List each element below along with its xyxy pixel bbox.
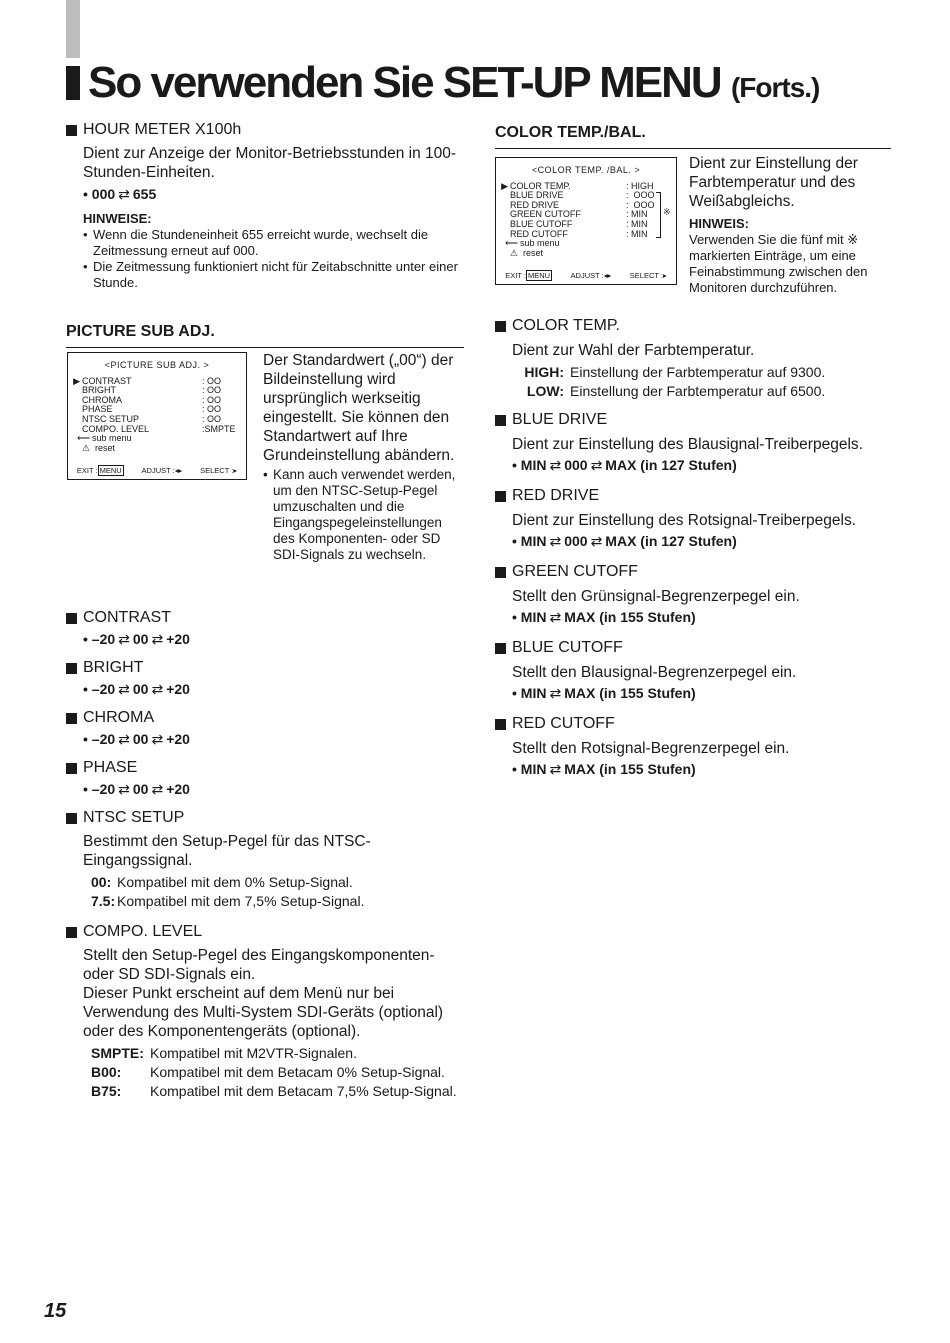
square-bullet-icon [66,763,77,774]
compo-def: B00: Kompatibel mit dem Betacam 0% Setup-Signal. [91,1064,445,1080]
toggle-arrows-icon: ⇄ [118,186,130,202]
compo-desc-2: Dieser Punkt erscheint auf dem Menü nur bei Verwendung des Multi-System SDI-Geräts (optional) oder des Komponentengeräts (optional). [83,985,444,1040]
red-drive-desc: Dient zur Einstellung des Rotsignal-Treiberpegels. [512,512,857,529]
hour-notes-title: HINWEISE: [83,211,152,226]
square-bullet-icon [66,613,77,624]
color-temp-desc: Dient zur Wahl der Farbtemperatur. [512,342,755,359]
ntsc-setup-section: NTSC SETUP Bestimmt den Setup-Pegel für das NTSC-Eingangssignal. 00: Kompatibel mit dem 0% Setup-Signal. 7.5: Kompatibel mit dem 7,5% Setup-Signal. [66,808,464,911]
toggle-arrows-icon: ⇄ [118,731,130,747]
toggle-arrows-icon: ⇄ [549,609,562,625]
toggle-arrows-icon: ⇄ [549,457,562,473]
square-bullet-icon [495,491,506,502]
ntsc-def: 00: Kompatibel mit dem 0% Setup-Signal. [91,874,353,890]
color-temp-bal-desc: Dient zur Einstellung der Farbtemperatur und des Weißabgleichs. [689,155,858,210]
square-bullet-icon [66,713,77,724]
ntsc-desc: Bestimmt den Setup-Pegel für das NTSC-Eingangssignal. [83,833,371,869]
menu-row: CHROMA : OO [82,394,222,405]
title-suffix: (Forts.) [730,72,820,103]
title-main: So verwenden Sie SET-UP MENU [88,58,721,107]
right-items [495,316,891,778]
return-arrow-icon: ⟵ [505,238,518,249]
color-temp-def: LOW: Einstellung der Farbtemperatur auf 6500. [526,383,826,399]
toggle-arrows-icon: ⇄ [118,681,130,697]
square-bullet-icon [66,125,77,136]
menu-bracket [656,192,661,238]
menu-row: PHASE : OO [82,404,222,415]
menu-title: <PICTURE SUB ADJ. > [104,360,210,370]
right-column [495,123,891,149]
adjust-item-chroma: CHROMA • –20 ⇄ 00 ⇄ +20 [66,708,464,758]
adjust-items [66,608,464,1101]
toggle-arrows-icon: ⇄ [118,781,130,797]
blue-drive-section: BLUE DRIVE Dient zur Einstellung des Blausignal-Treiberpegels. • MIN ⇄ 000 ⇄ MAX (in 127 Stufen) [495,410,891,486]
page-number: 15 [44,1300,67,1322]
toggle-arrows-icon: ⇄ [549,761,562,777]
menu-footer: EXIT : MENU ADJUST :◂▸ SELECT :▸ [76,466,238,476]
page-tab [66,0,80,58]
menu-row: RED CUTOFF : MIN [510,228,648,239]
color-temp-note-title: HINWEIS: [689,216,749,231]
hour-note: • Die Zeitmessung funktioniert nicht für Zeitabschnitte unter einer Stunde. [83,259,464,291]
hour-meter-desc: Dient zur Anzeige der Monitor-Betriebsstunden in 100-Stunden-Einheiten. [83,145,457,181]
red-cutoff-desc: Stellt den Rotsignal-Begrenzerpegel ein. [512,740,790,757]
hour-meter-heading: HOUR METER X100h [83,121,242,138]
toggle-arrows-icon: ⇄ [590,457,603,473]
color-temp-section: COLOR TEMP. Dient zur Wahl der Farbtemperatur. HIGH: Einstellung der Farbtemperatur auf 9300. LOW: Einstellung der Farbtemperatur auf 6500. [495,316,891,401]
title-bar [66,66,80,100]
toggle-arrows-icon: ⇄ [118,631,130,647]
return-arrow-icon: ⟵ [77,433,90,444]
warning-icon: ⚠ [81,442,90,453]
menu-row: RED DRIVE : OOO [510,199,655,210]
menu-row: BRIGHT : OO [82,385,222,396]
color-temp-bal-desc-block [689,154,889,296]
picture-sub-bullets [263,467,465,563]
square-bullet-icon [66,663,77,674]
menu-row: ⚠ reset [68,444,246,454]
square-bullet-icon [495,415,506,426]
color-temp-bal-title: COLOR TEMP./BAL. [495,123,891,149]
menu-row: ▶ COLOR TEMP. : HIGH [496,182,676,192]
picture-sub-desc: Der Standardwert („00“) der Bildeinstellung wird ursprünglich werkseitig eingestellt. Sie können den Standartwert auf Ihre Grundeinstellung abändern. [263,352,455,464]
picture-sub-bullet: • Kann auch verwendet werden, um den NTSC-Setup-Pegel umzuschalten und die Eingangspegeleinstellungen des Komponenten- oder SD SDI-Signals zu wechseln. [263,467,465,563]
menu-row: ⟵ sub menu [496,239,676,249]
compo-def: B75: Kompatibel mit dem Betacam 7,5% Setup-Signal. [91,1083,457,1099]
menu-row: ⟵ sub menu [68,434,246,444]
hour-range-from: 000 [91,186,116,202]
toggle-arrows-icon: ⇄ [151,681,164,697]
green-cutoff-desc: Stellt den Grünsignal-Begrenzerpegel ein. [512,588,800,605]
menu-title: <COLOR TEMP. /BAL. > [531,165,641,175]
square-bullet-icon [495,321,506,332]
menu-row: BLUE DRIVE : OOO [510,190,655,201]
toggle-arrows-icon: ⇄ [151,731,164,747]
color-temp-def: HIGH: Einstellung der Farbtemperatur auf 9300. [524,364,826,380]
blue-cutoff-desc: Stellt den Blausignal-Begrenzerpegel ein. [512,664,797,681]
picture-sub-title: PICTURE SUB ADJ. [66,322,464,348]
asterisk-mark-icon: ※ [663,206,671,217]
hour-notes-list [83,227,464,291]
color-temp-menu-screen [495,157,677,285]
menu-row: GREEN CUTOFF : MIN [510,209,648,220]
page-title [66,60,896,106]
square-bullet-icon [495,719,506,730]
warning-icon: ⚠ [509,247,518,258]
compo-level-section: COMPO. LEVEL Stellt den Setup-Pegel des Eingangskomponenten-oder SD SDI-Signals ein. Dieser Punkt erscheint auf dem Menü nur bei Verwendung des Multi-System SDI-Geräts (optional) oder des Komponentengeräts (optional). SMPTE: Kompatibel mit M2VTR-Signalen. B00: Kompatibel mit dem Betacam 0% Setup-Signal. B75: Kompatibel mit dem Betacam 7,5% Setup-Signal. [66,922,464,1101]
red-cutoff-section: RED CUTOFF Stellt den Rotsignal-Begrenzerpegel ein. • MIN ⇄ MAX (in 155 Stufen) [495,714,891,778]
toggle-arrows-icon: ⇄ [151,631,164,647]
green-cutoff-section: GREEN CUTOFF Stellt den Grünsignal-Begrenzerpegel ein. • MIN ⇄ MAX (in 155 Stufen) [495,562,891,638]
adjust-item-phase: PHASE • –20 ⇄ 00 ⇄ +20 [66,758,464,808]
color-temp-note: Verwenden Sie die fünf mit ※ markierten Einträge, um eine Feinabstimmung zwischen den Monitoren durchzuführen. [689,232,868,295]
square-bullet-icon [495,567,506,578]
square-bullet-icon [66,813,77,824]
hour-note: • Wenn die Stundeneinheit 655 erreicht wurde, wechselt die Zeitmessung erneut auf 000. [83,227,464,259]
menu-row: COMPO. LEVEL :SMPTE [82,423,236,434]
menu-row: ▶ CONTRAST : OO [68,377,246,387]
toggle-arrows-icon: ⇄ [549,685,562,701]
hour-range-to: 655 [132,186,157,202]
toggle-arrows-icon: ⇄ [151,781,164,797]
blue-drive-desc: Dient zur Einstellung des Blausignal-Treiberpegels. [512,436,863,453]
adjust-item-bright: BRIGHT • –20 ⇄ 00 ⇄ +20 [66,658,464,708]
menu-row: ⚠ reset [496,249,676,259]
square-bullet-icon [495,643,506,654]
ntsc-def: 7.5: Kompatibel mit dem 7,5% Setup-Signal. [91,893,365,909]
cursor-arrow-icon: ▶ [73,375,80,386]
compo-def: SMPTE: Kompatibel mit M2VTR-Signalen. [91,1045,357,1061]
toggle-arrows-icon: ⇄ [590,533,603,549]
adjust-item-contrast: CONTRAST • –20 ⇄ 00 ⇄ +20 [66,608,464,658]
left-column: HOUR METER X100h Dient zur Anzeige der Monitor-Betriebsstunden in 100-Stunden-Einheiten. • 000 ⇄ 655 HINWEISE: • Wenn die Stundeneinheit 655 erreicht wurde, wechselt die Zeitmessung erneut auf 000. • Die Zeitmessung funktioniert nicht für Zeitabschnitte unter einer Stunde. PICTURE SUB ADJ. [66,120,464,348]
square-bullet-icon [66,927,77,938]
cursor-arrow-icon: ▶ [501,180,508,191]
compo-desc-1: Stellt den Setup-Pegel des Eingangskomponenten-oder SD SDI-Signals ein. [83,947,435,983]
menu-row: NTSC SETUP : OO [82,413,222,424]
toggle-arrows-icon: ⇄ [549,533,562,549]
menu-row: BLUE CUTOFF : MIN [510,218,648,229]
red-drive-section: RED DRIVE Dient zur Einstellung des Rotsignal-Treiberpegels. • MIN ⇄ 000 ⇄ MAX (in 127 Stufen) [495,486,891,562]
menu-footer: EXIT : MENU ADJUST :◂▸ SELECT :▸ [505,271,667,281]
picture-sub-menu-screen [67,352,247,480]
picture-sub-desc-block [263,351,465,563]
blue-cutoff-section: BLUE CUTOFF Stellt den Blausignal-Begrenzerpegel ein. • MIN ⇄ MAX (in 155 Stufen) [495,638,891,714]
